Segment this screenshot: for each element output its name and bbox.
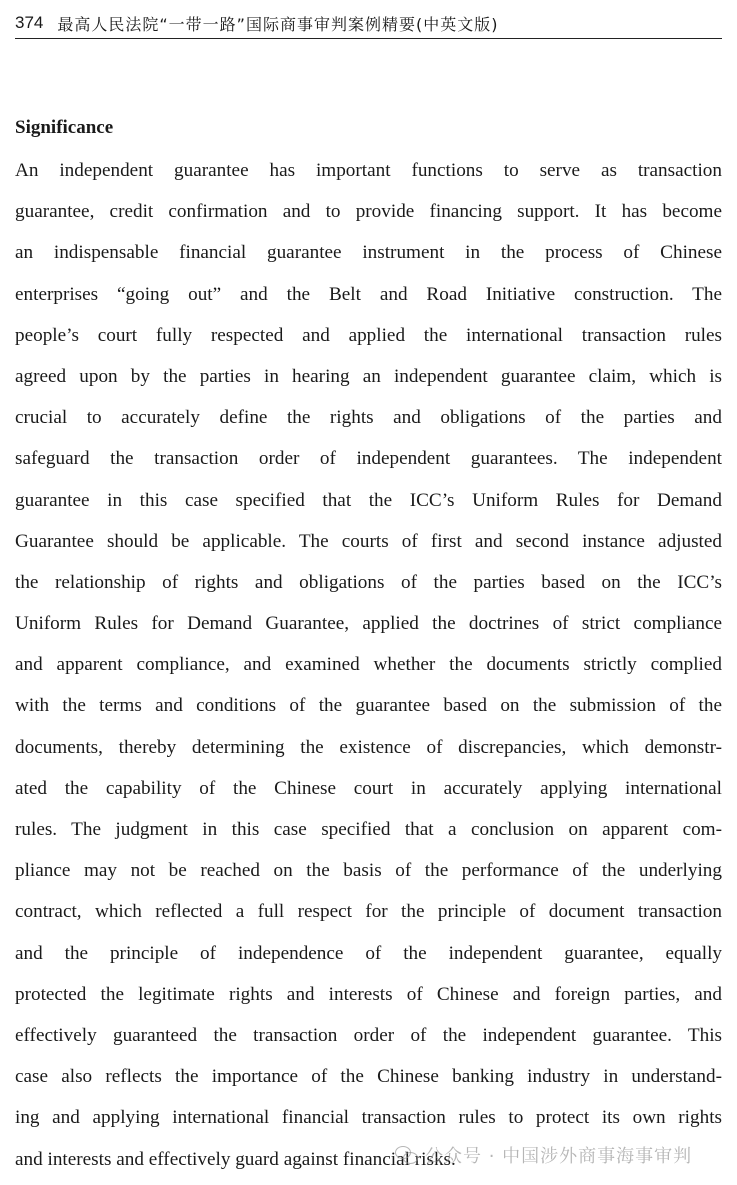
- body-line: documents, thereby determining the existence of discrepancies, which demonstr-: [15, 736, 722, 758]
- page-number: 374: [15, 13, 44, 32]
- body-line: Guarantee should be applicable. The courts of first and second instance adjusted: [15, 530, 722, 552]
- body-line: an indispensable financial guarantee instrument in the process of Chinese: [15, 242, 722, 264]
- body-line: and interests and effectively guard against financial risks.: [15, 1148, 456, 1170]
- body-line: with the terms and conditions of the guarantee based on the submission of the: [15, 695, 722, 717]
- body-line: pliance may not be reached on the basis of the performance of the underlying: [15, 860, 722, 882]
- book-title: 最高人民法院“一带一路”国际商事审判案例精要(中英文版): [57, 14, 499, 34]
- body-line: safeguard the transaction order of independent guarantees. The independent: [15, 448, 722, 470]
- body-line: guarantee in this case specified that the ICC’s Uniform Rules for Demand: [15, 489, 722, 511]
- body-line: crucial to accurately define the rights and obligations of the parties and: [15, 407, 722, 429]
- body-line: guarantee, credit confirmation and to provide financing support. It has become: [15, 201, 722, 223]
- body-line: and the principle of independence of the independent guarantee, equally: [15, 942, 722, 964]
- section-heading: Significance: [15, 117, 114, 138]
- body-line: people’s court fully respected and applied the international transaction rules: [15, 324, 722, 346]
- body-line: Uniform Rules for Demand Guarantee, applied the doctrines of strict compliance: [15, 613, 722, 635]
- body-line: the relationship of rights and obligations of the parties based on the ICC’s: [15, 571, 722, 593]
- body-line: An independent guarantee has important functions to serve as transaction: [15, 160, 722, 181]
- watermark: [395, 1142, 692, 1168]
- body-line: and apparent compliance, and examined whether the documents strictly complied: [15, 654, 722, 676]
- body-line: rules. The judgment in this case specified that a conclusion on apparent com-: [15, 819, 722, 840]
- body-line: contract, which reflected a full respect for the principle of document transaction: [15, 901, 722, 923]
- wechat-icon: [395, 1146, 419, 1164]
- body-line: protected the legitimate rights and interests of Chinese and foreign parties, and: [15, 983, 722, 1005]
- watermark-text: 公众号 · 中国涉外商事海事审判: [425, 1146, 693, 1167]
- body-line: case also reflects the importance of the Chinese banking industry in understand-: [15, 1066, 722, 1088]
- body-line: effectively guaranteed the transaction order of the independent guarantee. This: [15, 1024, 722, 1046]
- running-header: [15, 8, 722, 39]
- body-line: ated the capability of the Chinese court in accurately applying international: [15, 777, 722, 799]
- body-line: enterprises “going out” and the Belt and Road Initiative construction. The: [15, 283, 722, 305]
- body-line: agreed upon by the parties in hearing an independent guarantee claim, which is: [15, 365, 722, 387]
- body-paragraph: [15, 150, 722, 1180]
- body-line: ing and applying international financial transaction rules to protect its own rights: [15, 1107, 722, 1129]
